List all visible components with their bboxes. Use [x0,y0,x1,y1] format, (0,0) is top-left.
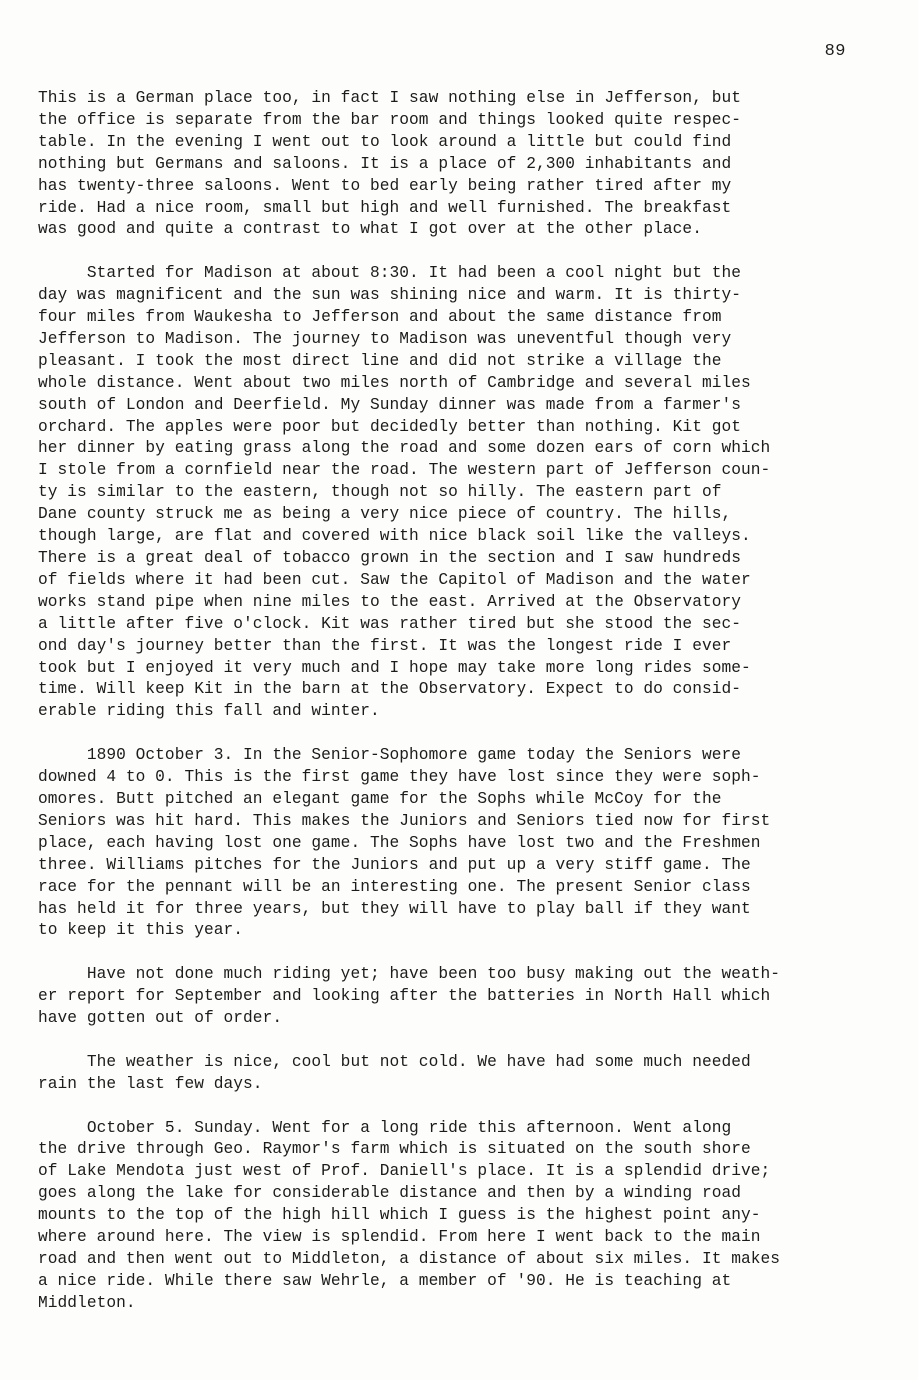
text-line: ty is similar to the eastern, though not so hilly. The eastern part of [38,483,722,502]
text-line: mounts to the top of the high hill which I guess is the highest point any- [38,1206,761,1225]
text-line: three. Williams pitches for the Juniors and put up a very stiff game. The [38,855,751,874]
paragraph [38,1118,898,1315]
text-line: day was magnificent and the sun was shining nice and warm. It is thirty- [38,286,742,305]
text-line: 1890 October 3. In the Senior-Sophomore game today the Seniors were [38,746,742,765]
text-line: pleasant. I took the most direct line and did not strike a village the [38,351,722,370]
text-line: er report for September and looking after the batteries in North Hall which [38,987,771,1006]
text-line: whole distance. Went about two miles north of Cambridge and several miles [38,373,751,392]
text-line: ride. Had a nice room, small but high and well furnished. The breakfast [38,198,732,217]
text-line: has held it for three years, but they will have to play ball if they want [38,899,751,918]
text-line: Seniors was hit hard. This makes the Juniors and Seniors tied now for first [38,811,771,830]
text-line: Started for Madison at about 8:30. It had been a cool night but the [38,264,742,283]
text-line: have gotten out of order. [38,1009,283,1028]
text-line: October 5. Sunday. Went for a long ride this afternoon. Went along [38,1118,732,1137]
text-line: of Lake Mendota just west of Prof. Daniell's place. It is a splendid drive; [38,1162,771,1181]
text-line: There is a great deal of tobacco grown in the section and I saw hundreds [38,549,742,568]
text-line: nothing but Germans and saloons. It is a place of 2,300 inhabitants and [38,154,732,173]
text-line: of fields where it had been cut. Saw the Capitol of Madison and the water [38,570,751,589]
text-line: goes along the lake for considerable distance and then by a winding road [38,1184,742,1203]
text-line: has twenty-three saloons. Went to bed early being rather tired after my [38,176,732,195]
text-line: south of London and Deerfield. My Sunday dinner was made from a farmer's [38,395,742,414]
text-line: This is a German place too, in fact I saw nothing else in Jefferson, but [38,89,742,107]
text-line: Dane county struck me as being a very nice piece of country. The hills, [38,505,732,524]
text-line: orchard. The apples were poor but decidedly better than nothing. Kit got [38,417,742,436]
text-line: ond day's journey better than the first. It was the longest ride I ever [38,636,732,655]
paragraph [38,1052,898,1096]
text-line: road and then went out to Middleton, a distance of about six miles. It makes [38,1249,781,1268]
text-line: though large, are flat and covered with nice black soil like the valleys. [38,527,751,546]
text-line: downed 4 to 0. This is the first game they have lost since they were soph- [38,768,761,787]
text-line: omores. Butt pitched an elegant game for the Sophs while McCoy for the [38,789,722,808]
text-line: rain the last few days. [38,1074,263,1093]
body-text [38,88,898,1315]
text-line: where around here. The view is splendid. From here I went back to the main [38,1228,761,1247]
text-line: Jefferson to Madison. The journey to Madison was uneventful though very [38,329,732,348]
text-line: four miles from Waukesha to Jefferson and about the same distance from [38,308,722,327]
text-line: Middleton. [38,1293,136,1312]
text-line: The weather is nice, cool but not cold. We have had some much needed [38,1052,751,1071]
text-line: the office is separate from the bar room and things looked quite respec- [38,110,742,129]
text-line: a nice ride. While there saw Wehrle, a member of '90. He is teaching at [38,1271,732,1290]
text-line: erable riding this fall and winter. [38,702,380,721]
text-line: the drive through Geo. Raymor's farm which is situated on the south shore [38,1140,751,1159]
paragraph [38,263,898,723]
text-line: took but I enjoyed it very much and I hope may take more long rides some- [38,658,751,677]
text-line: table. In the evening I went out to look around a little but could find [38,132,732,151]
text-line: time. Will keep Kit in the barn at the Observatory. Expect to do consid- [38,680,742,699]
page-number: 89 [824,42,846,61]
paragraph [38,964,898,1030]
paragraph [38,745,898,942]
text-line: to keep it this year. [38,921,244,940]
text-line: was good and quite a contrast to what I got over at the other place. [38,220,702,239]
text-line: her dinner by eating grass along the road and some dozen ears of corn which [38,439,771,458]
text-line: a little after five o'clock. Kit was rather tired but she stood the sec- [38,614,742,633]
text-line: works stand pipe when nine miles to the east. Arrived at the Observatory [38,592,742,611]
text-line: Have not done much riding yet; have been too busy making out the weath- [38,965,781,984]
text-line: race for the pennant will be an interesting one. The present Senior class [38,877,751,896]
text-line: I stole from a cornfield near the road. The western part of Jefferson coun- [38,461,771,480]
text-line: place, each having lost one game. The Sophs have lost two and the Freshmen [38,833,761,852]
paragraph [38,88,898,241]
